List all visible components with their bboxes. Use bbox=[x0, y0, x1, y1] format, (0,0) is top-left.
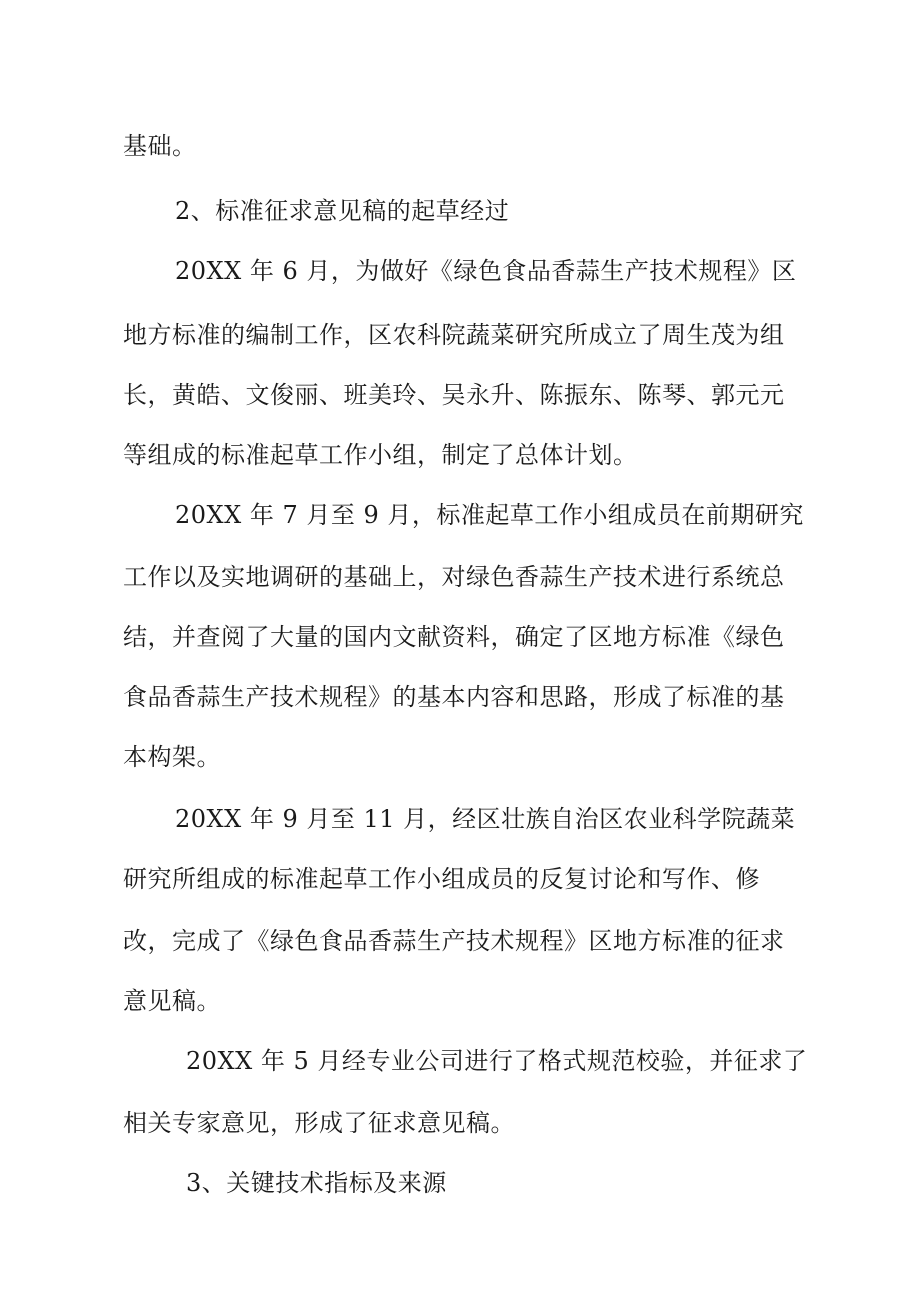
paragraph-line: 意见稿。 bbox=[123, 987, 221, 1015]
paragraph-line: 研究所组成的标准起草工作小组成员的反复讨论和写作、修 bbox=[123, 865, 760, 893]
section-heading: 3、关键技术指标及来源 bbox=[186, 1169, 447, 1197]
paragraph-line: 等组成的标准起草工作小组，制定了总体计划。 bbox=[123, 441, 638, 469]
paragraph-line: 20XX 年 6 月，为做好《绿色食品香蒜生产技术规程》区 bbox=[175, 257, 797, 285]
paragraph-line: 20XX 年 7 月至 9 月，标准起草工作小组成员在前期研究 bbox=[175, 501, 804, 529]
section-heading: 2、标准征求意见稿的起草经过 bbox=[175, 197, 510, 225]
paragraph-line: 20XX 年 9 月至 11 月，经区壮族自治区农业科学院蔬菜 bbox=[175, 805, 796, 833]
paragraph-line: 20XX 年 5 月经专业公司进行了格式规范校验，并征求了 bbox=[186, 1047, 808, 1075]
paragraph-line: 相关专家意见，形成了征求意见稿。 bbox=[123, 1109, 515, 1137]
paragraph-line: 本构架。 bbox=[123, 743, 221, 771]
paragraph-line: 结，并查阅了大量的国内文献资料，确定了区地方标准《绿色 bbox=[123, 623, 785, 651]
paragraph-line: 工作以及实地调研的基础上，对绿色香蒜生产技术进行系统总 bbox=[123, 563, 785, 591]
paragraph-line: 食品香蒜生产技术规程》的基本内容和思路，形成了标准的基 bbox=[123, 683, 785, 711]
paragraph-line: 基础。 bbox=[123, 132, 197, 160]
paragraph-line: 长，黄皓、文俊丽、班美玲、吴永升、陈振东、陈琴、郭元元 bbox=[123, 381, 785, 409]
paragraph-line: 地方标准的编制工作，区农科院蔬菜研究所成立了周生茂为组 bbox=[123, 321, 785, 349]
paragraph-line: 改，完成了《绿色食品香蒜生产技术规程》区地方标准的征求 bbox=[123, 927, 785, 955]
